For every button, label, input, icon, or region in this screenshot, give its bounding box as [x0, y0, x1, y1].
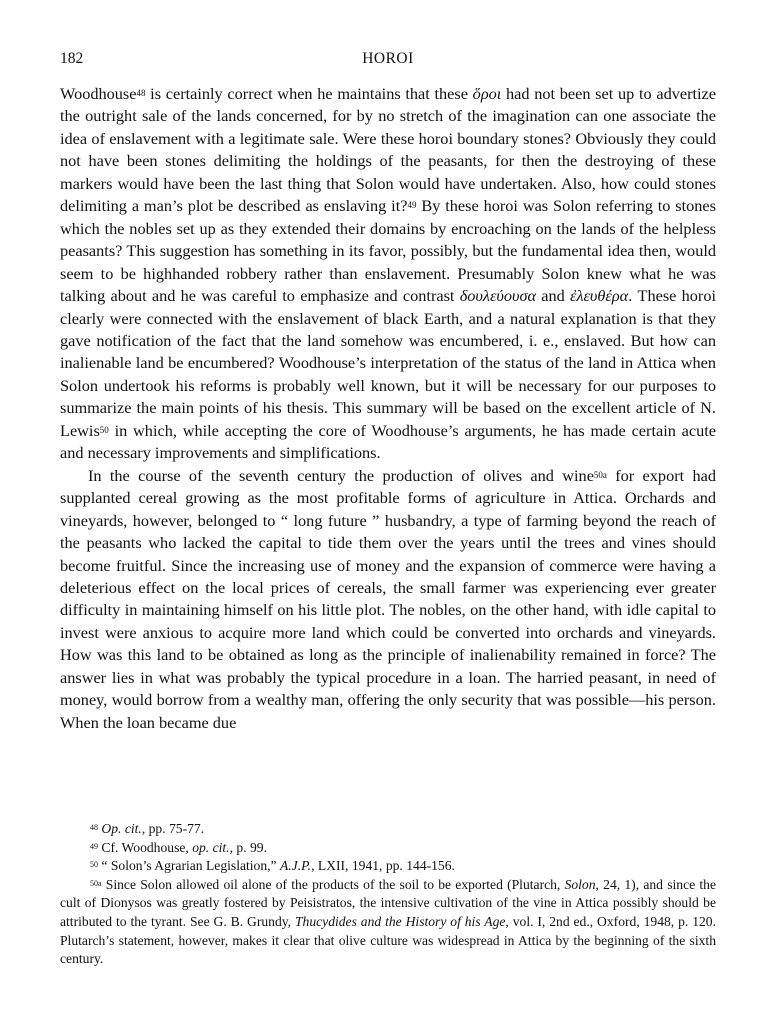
footnote-text: , vol. I, 2nd ed., Oxford, 1948, p. 120. Plutarch’s statement, however, makes it clear that olive culture was widespread in Attica by the beginning of the sixth century.: [60, 913, 716, 967]
page-header: [60, 50, 716, 72]
footnote-ref-49: 49: [407, 200, 417, 211]
text-run: By these horoi was Solon referring to stones which the nobles set up as they extended their domains by encroaching on the lands of the helpless peasants? This suggestion has something in its favor, possibly, but the fundamental idea then, would seem to be highhanded robbery rather than enslavement. Presumably Solon knew what he was talking about and he was careful to emphasize and contrast: [60, 196, 716, 306]
footnote-mark: 48: [90, 823, 98, 832]
page-number: 182: [60, 50, 84, 67]
footnote-text: Since Solon allowed oil alone of the products of the soil to be exported (Plutarch,: [105, 876, 565, 892]
footnote-italic: A.J.P.: [279, 858, 312, 874]
footnote-mark: 49: [90, 841, 98, 851]
text-run: . These horoi clearly were connected with the enslavement of black Earth, and a natural explanation is that they gave notification of the fact that the land somehow was encumbered, i. e., enslaved. But how can inalienable land be encumbered? Woodhouse’s interpretation of the status of the land in Attica when Solon undertook his reforms is probably well known, but it will be necessary for our purposes to summarize the main points of his thesis. This summary will be based on the excellent article of N. Lewis: [60, 286, 717, 440]
text-run: had not been set up to advertize the outright sale of the lands concerned, for by no stretch of the imagination can one associate the idea of enslavement with a legitimate sale. Were these horoi boundary stones? Obviously they could not have been stones delimiting the holdings of the peasants, for then the destroying of these markers would have been the last thing that Solon would have undertaken. Also, how could stones delimiting a man’s plot be described as enslaving it?: [60, 84, 716, 216]
footnote-italic: Thucydides and the History of his Age: [294, 913, 506, 929]
footnote-text: , LXII, 1941, pp. 144-156.: [311, 858, 455, 874]
footnote-text: , p. 99.: [229, 839, 267, 855]
body-text: [60, 83, 716, 734]
footnote-text: , 24, 1), and since the cult of Dionysos was greatly fostered by Peisistratos, the intensive cultivation of the vine in Attica possibly should be attributed to the tyrant. See G. B. Grundy,: [60, 876, 716, 929]
text-run: is certainly correct when he maintains that these: [145, 84, 473, 103]
footnote-49: [60, 839, 716, 858]
paragraph-2: [60, 465, 716, 734]
text-run: and: [536, 286, 571, 306]
text-run: Woodhouse: [60, 84, 137, 103]
footnote-ref-48: 48: [136, 88, 146, 98]
footnote-ref-50a: 50a: [593, 469, 607, 480]
footnote-italic: op. cit.: [192, 839, 230, 855]
text-run: for export had supplanted cereal growing as the most profitable forms of agriculture in Attica. Orchards and vineyards, however, belonged to “ long future ” husbandry, a type of farming beyond the reach of the peasants who lacked the capital to tide them over the years until the trees and vines should become fruitful. Since the increasing use of money and the expansion of commerce were having a deleterious effect on the local prices of cereals, the small farmer was experiencing ever greater difficulty in maintaining himself on his little plot. The nobles, on the other hand, with idle capital to invest were anxious to acquire more land which could be converted into orchards and vineyards. How was this land to be obtained as long as the principle of inalienability remained in force? The answer lies in what was probably the typical procedure in a loan. The harried peasant, in need of money, would borrow from a wealthy man, offering the only security that was possible—his person. When the loan became due: [60, 465, 716, 732]
greek-word-eleuthera: ἐλευθέρα: [570, 286, 629, 306]
footnote-48: [60, 820, 716, 839]
footnote-text: Cf. Woodhouse,: [101, 839, 193, 855]
footnote-50a: [60, 876, 716, 969]
footnotes: [60, 820, 716, 969]
running-head: HOROI: [362, 50, 414, 67]
text-run: in which, while accepting the core of Woodhouse’s arguments, he has made certain acute and necessary improvements and simplifications.: [60, 420, 716, 463]
footnote-italic: Op. cit.: [101, 821, 142, 836]
footnote-mark: 50a: [90, 878, 102, 888]
greek-word-douleuousa: δουλεύουσα: [459, 286, 537, 306]
footnote-text: , pp. 75-77.: [141, 821, 205, 836]
text-run: In the course of the seventh century the production of olives and wine: [88, 465, 594, 485]
footnote-mark: 50: [90, 860, 98, 870]
footnote-50: [60, 857, 716, 876]
greek-word-horoi: ὅροι: [472, 84, 502, 103]
footnote-ref-50: 50: [99, 424, 109, 435]
footnote-italic: Solon: [564, 876, 596, 892]
footnote-text: “ Solon’s Agrarian Legislation,”: [101, 858, 280, 874]
paragraph-1: [60, 83, 716, 465]
